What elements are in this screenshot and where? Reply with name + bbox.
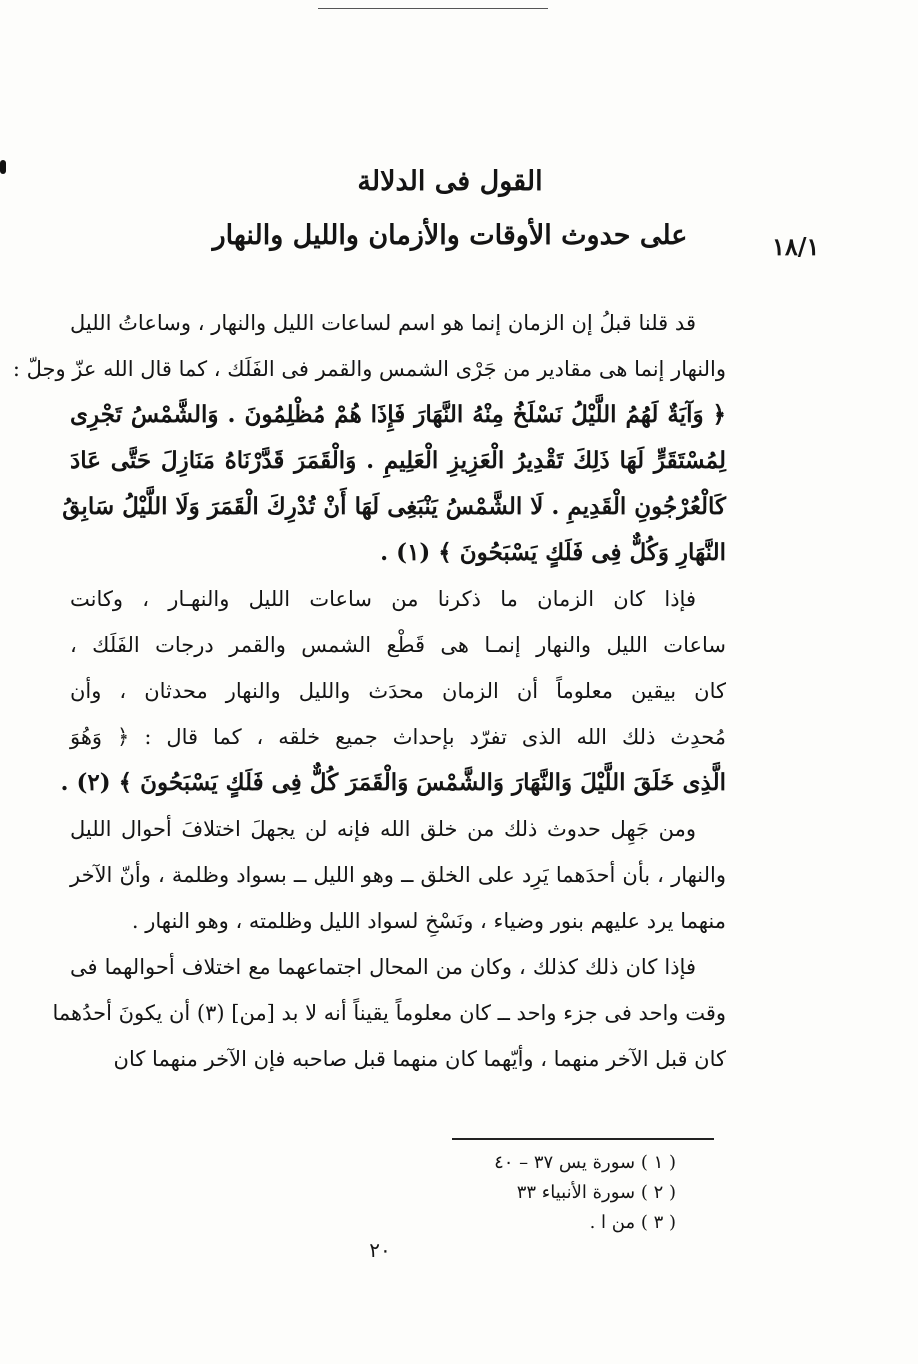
body-line: كَالْعُرْجُونِ الْقَدِيمِ . لَا الشَّمْسُ يَنْبَغِى لَهَا أَنْ تُدْرِكَ الْقَمَرَ وَلَا اللَّيْلُ سَابِقُ <box>62 493 726 520</box>
footnote: ( ١ ) سورة يس ٣٧ – ٤٠ <box>494 1152 676 1173</box>
body-line: ومن جَهِل حدوث ذلك من خلق الله فإنه لن يجهلَ اختلافَ أحوال الليل <box>70 817 696 841</box>
body-line: منهما يرد عليهم بنور وضياء ، ونَسْخِ لسواد الليل وظلمته ، وهو النهار . <box>131 909 726 933</box>
body-text <box>12 300 726 1082</box>
body-line: كان بيقين معلوماً أن الزمان محدَث والليل والنهار محدثان ، وأن <box>70 679 726 703</box>
chapter-title-line-1: القول فى الدلالة <box>357 166 543 197</box>
body-line: كان قبل الآخر منهما ، وأيّهما كان منهما قبل صاحبه فإن الآخر منهما كان <box>113 1047 726 1071</box>
body-line: الَّذِى خَلَقَ اللَّيْلَ وَالنَّهَارَ وَالشَّمْسَ وَالْقَمَرَ كُلٌّ فِى فَلَكٍ يَسْبَحُونَ ﴾ (٢) . <box>60 769 726 796</box>
body-line: والنهار ، بأن أحدَهما يَرِد على الخلق ــ وهو الليل ــ بسواد وظلمة ، وأنّ الآخر <box>70 863 726 887</box>
body-line: ﴿ وَآيَةٌ لَهُمُ اللَّيْلُ نَسْلَخُ مِنْهُ النَّهَارَ فَإِذَا هُمْ مُظْلِمُونَ . وَالشَّمْسُ تَجْرِى <box>70 401 726 428</box>
body-line: وقت واحد فى جزء واحد ــ كان معلوماً يقيناً أنه لا بد [من] (٣) أن يكونَ أحدُهما <box>52 1001 726 1025</box>
body-line: قد قلنا قبلُ إن الزمان إنما هو اسم لساعات الليل والنهار ، وساعاتُ الليل <box>70 311 696 335</box>
body-line: النَّهَارِ وَكُلٌّ فِى فَلَكٍ يَسْبَحُونَ ﴾ (١) . <box>380 539 726 566</box>
top-rule <box>318 8 548 9</box>
body-line: لِمُسْتَقَرٍّ لَهَا ذَلِكَ تَقْدِيرُ الْعَزِيزِ الْعَلِيمِ . وَالْقَمَرَ قَدَّرْنَاهُ مَنَازِلَ حَتَّى عَادَ <box>70 447 726 474</box>
margin-mark <box>0 160 6 174</box>
body-line: فإذا كان ذلك كذلك ، وكان من المحال اجتماعهما مع اختلاف أحوالهما فى <box>70 955 696 979</box>
body-line: مُحدِث ذلك الله الذى تفرّد بإحداث جميع خلقه ، كما قال : ﴿ وَهُوَ <box>70 725 726 749</box>
footnotes <box>420 1148 676 1238</box>
body-line: ساعات الليل والنهار إنمـا هى قَطْع الشمس والقمر درجات الفَلَك ، <box>70 633 726 657</box>
body-line: فإذا كان الزمان ما ذكرنا من ساعات الليل والنهـار ، وكانت <box>70 587 696 611</box>
footnote: ( ٣ ) من ا . <box>589 1212 676 1233</box>
page-number: ٢٠ <box>369 1238 391 1262</box>
footnote-rule <box>452 1138 714 1140</box>
margin-reference: ١٨/١ <box>772 232 820 261</box>
footnote: ( ٢ ) سورة الأنبياء ٣٣ <box>516 1182 676 1203</box>
chapter-title-line-2: على حدوث الأوقات والأزمان والليل والنهار <box>212 220 688 251</box>
body-line: والنهار إنما هى مقادير من جَرْى الشمس والقمر فى الفَلَك ، كما قال الله عزّ وجلّ : <box>12 357 726 381</box>
